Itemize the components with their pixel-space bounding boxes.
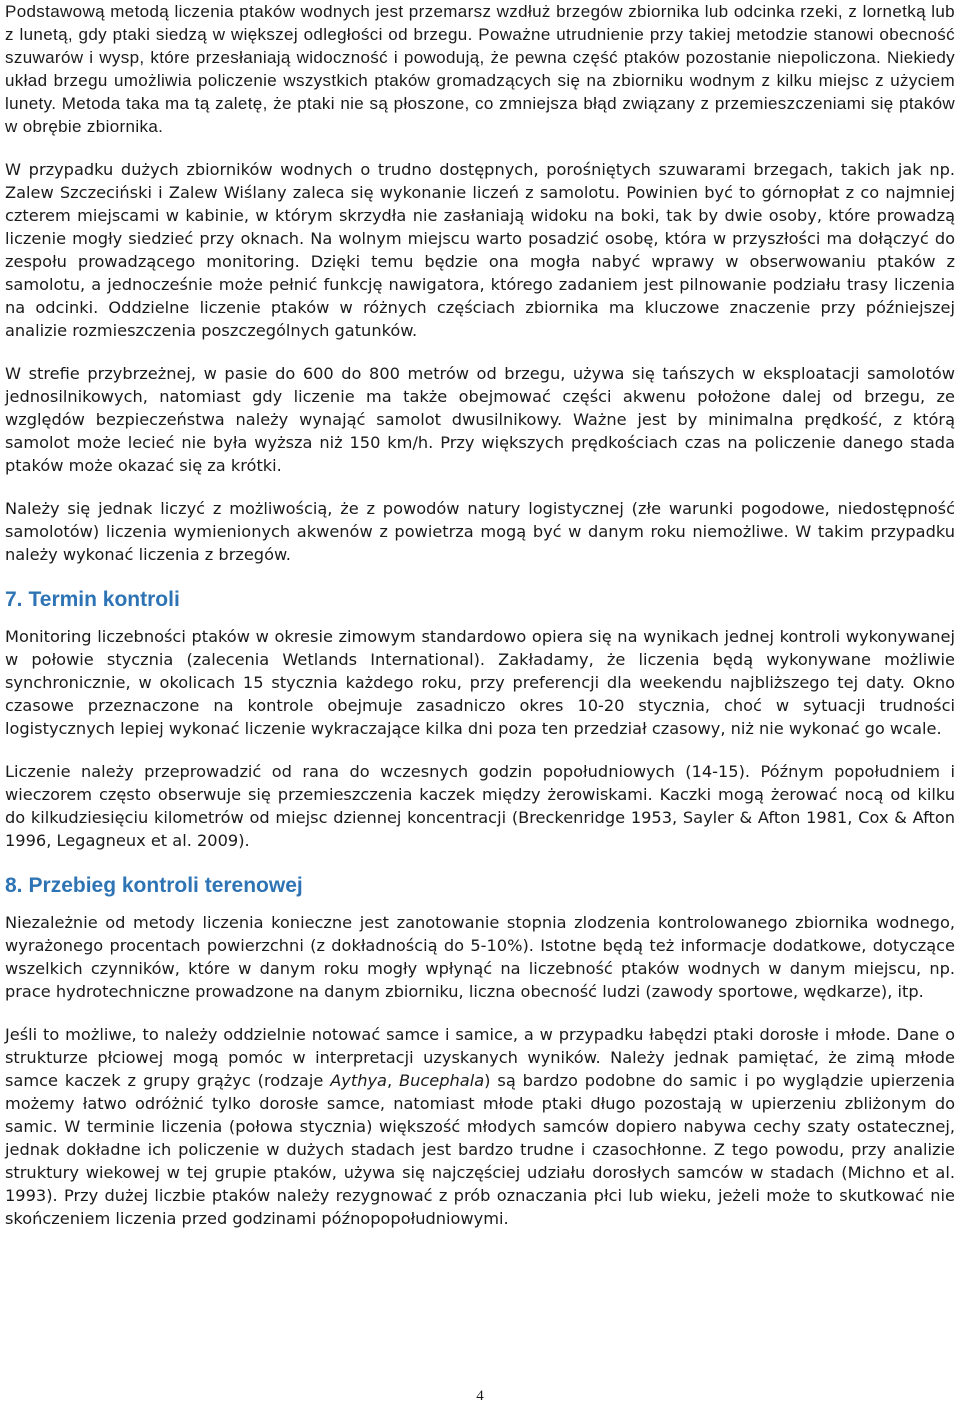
- paragraph-walking-survey: Podstawową metodą liczenia ptaków wodnych jest przemarsz wzdłuż brzegów zbiornika lub odcinka rzeki, z lornetką lub z lunetą, gdy ptaki siedzą w większej odległości od brzegu. Poważne utrudnienie przy takiej metodzie stanowi obecność szuwarów i wysp, które przesłaniają widoczność i powodują, że pewna część ptaków pozostanie niepoliczona. Niekiedy układ brzegu umożliwia policzenie wszystkich ptaków gromadzących się na zbiorniku wodnym z kilku miejsc z użyciem lunety. Metoda taka ma tą zaletę, że ptaki nie są płoszone, co zmniejsza błąd związany z przemieszczeniami się ptaków w obrębie zbiornika.: [5, 2, 955, 136]
- paragraph-sex-structure: [5, 1023, 955, 1230]
- text-run: ,: [386, 1071, 400, 1090]
- paragraph-logistics: Należy się jednak liczyć z możliwością, że z powodów natury logistycznej (złe warunki pogodowe, niedostępność samolotów) liczenia wymienionych akwenów z powietrza mogą być w danym roku niemożliwe. W takim przypadku należy wykonać liczenia z brzegów.: [5, 499, 955, 564]
- text-run: Jeśli to możliwe, to należy oddzielnie notować samce i samice, a w przypadku łabędzi ptaki dorosłe i młode. Dane o strukturze płciowej mogą pomóc w interpretacji uzyskanych wyników. Należy jednak pamiętać, że zimą młode samce kaczek z grupy grążyc (rodzaje: [5, 1025, 955, 1090]
- genus-name: Bucephala: [399, 1071, 485, 1090]
- heading-number: 7.: [5, 588, 23, 611]
- heading-number: 8.: [5, 874, 23, 897]
- heading-section-8: [5, 872, 955, 900]
- paragraph-aerial-survey: W przypadku dużych zbiorników wodnych o trudno dostępnych, porośniętych szuwarami brzegach, takich jak np. Zalew Szczeciński i Zalew Wiślany zaleca się wykonanie liczeń z samolotu. Powinien być to górnopłat z co najmniej czterem miejscami w kabinie, w którym skrzydła nie zasłaniają widoku na boki, tak by dwie osoby, które prowadzą liczenie mogły siedzieć przy oknach. Na wolnym miejscu warto posadzić osobę, która w przyszłości ma dołączyć do zespołu prowadzącego monitoring. Dzięki temu będzie ona mogła nabyć wprawy w obserwowaniu ptaków z samolotu, a jednocześnie może pełnić funkcję nawigatora, którego zadaniem jest pilnowanie podziału trasy liczenia na odcinki. Oddzielne liczenie ptaków w różnych częściach zbiornika ma kluczowe znaczenie przy późniejszej analizie rozmieszczenia poszczególnych gatunków.: [5, 160, 955, 340]
- heading-title: Termin kontroli: [28, 588, 180, 611]
- page-number: 4: [476, 1388, 484, 1404]
- text-run: ) są bardzo podobne do samic i po wyglądzie upierzenia możemy łatwo odróżnić tylko dorosłe samce, natomiast młode ptaki długo pozostają w upierzeniu zbliżonym do samic. W terminie liczenia (połowa stycznia) większość młodych samców dopiero nabywa cechy szaty ostatecznej, jednak dokładne ich policzenie w dużych stadach jest bardzo trudne i czasochłonne. Z tego powodu, przy analizie struktury wiekowej w tej grupie ptaków, używa się najczęściej udziału dorosłych samców w stadach (Michno et al. 1993). Przy dużej liczbie ptaków należy rezygnować z prób oznaczania płci lub wieku, jeżeli może to skutkować nie skończeniem liczenia przed godzinami późnopopołudniowymi.: [5, 1071, 955, 1228]
- heading-section-7: [5, 586, 955, 614]
- paragraph-aircraft-type: W strefie przybrzeżnej, w pasie do 600 do 800 metrów od brzegu, używa się tańszych w eksploatacji samolotów jednosilnikowych, natomiast gdy liczenie ma także obejmować części akwenu położone dalej od brzegu, ze względów bezpieczeństwa należy wynająć samolot dwusilnikowy. Ważne jest by minimalna prędkość, z którą samolot może lecieć nie była wyższa niż 150 km/h. Przy większych prędkościach czas na policzenie danego stada ptaków może okazać się za krótki.: [5, 364, 955, 475]
- genus-name: Aythya: [330, 1071, 387, 1090]
- heading-title: Przebieg kontroli terenowej: [28, 874, 303, 897]
- paragraph-time-of-day: Liczenie należy przeprowadzić od rana do wczesnych godzin popołudniowych (14-15). Późnym popołudniem i wieczorem często obserwuje się przemieszczenia kaczek między żerowiskami. Kaczki mogą żerować nocą od kilku do kilkudziesięciu kilometrów od miejsc dziennej koncentracji (Breckenridge 1953, Sayler & Afton 1981, Cox & Afton 1996, Legagneux et al. 2009).: [5, 762, 955, 850]
- paragraph-ice-cover: Niezależnie od metody liczenia konieczne jest zanotowanie stopnia zlodzenia kontrolowanego zbiornika wodnego, wyrażonego procentach powierzchni (z dokładnością do 5-10%). Istotne będą też informacje dodatkowe, dotyczące wszelkich czynników, które w danym roku mogły wpłynąć na liczebność ptaków wodnych w danym miejscu, np. prace hydrotechniczne prowadzone na danym zbiorniku, liczna obecność ludzi (zawody sportowe, wędkarze), itp.: [5, 913, 955, 1001]
- paragraph-control-date: Monitoring liczebności ptaków w okresie zimowym standardowo opiera się na wynikach jednej kontroli wykonywanej w połowie stycznia (zalecenia Wetlands International). Zakładamy, że liczenia będą wykonywane możliwie synchronicznie, w okolicach 15 stycznia każdego roku, przy preferencji dla weekendu najbliższego tej daty. Okno czasowe przeznaczone na kontrole obejmuje zasadniczo okres 10-20 stycznia, choć w sytuacji trudności logistycznych lepiej wykonać liczenie wykraczające kilka dni poza ten przedział czasowy, niż nie wykonać go wcale.: [5, 627, 955, 738]
